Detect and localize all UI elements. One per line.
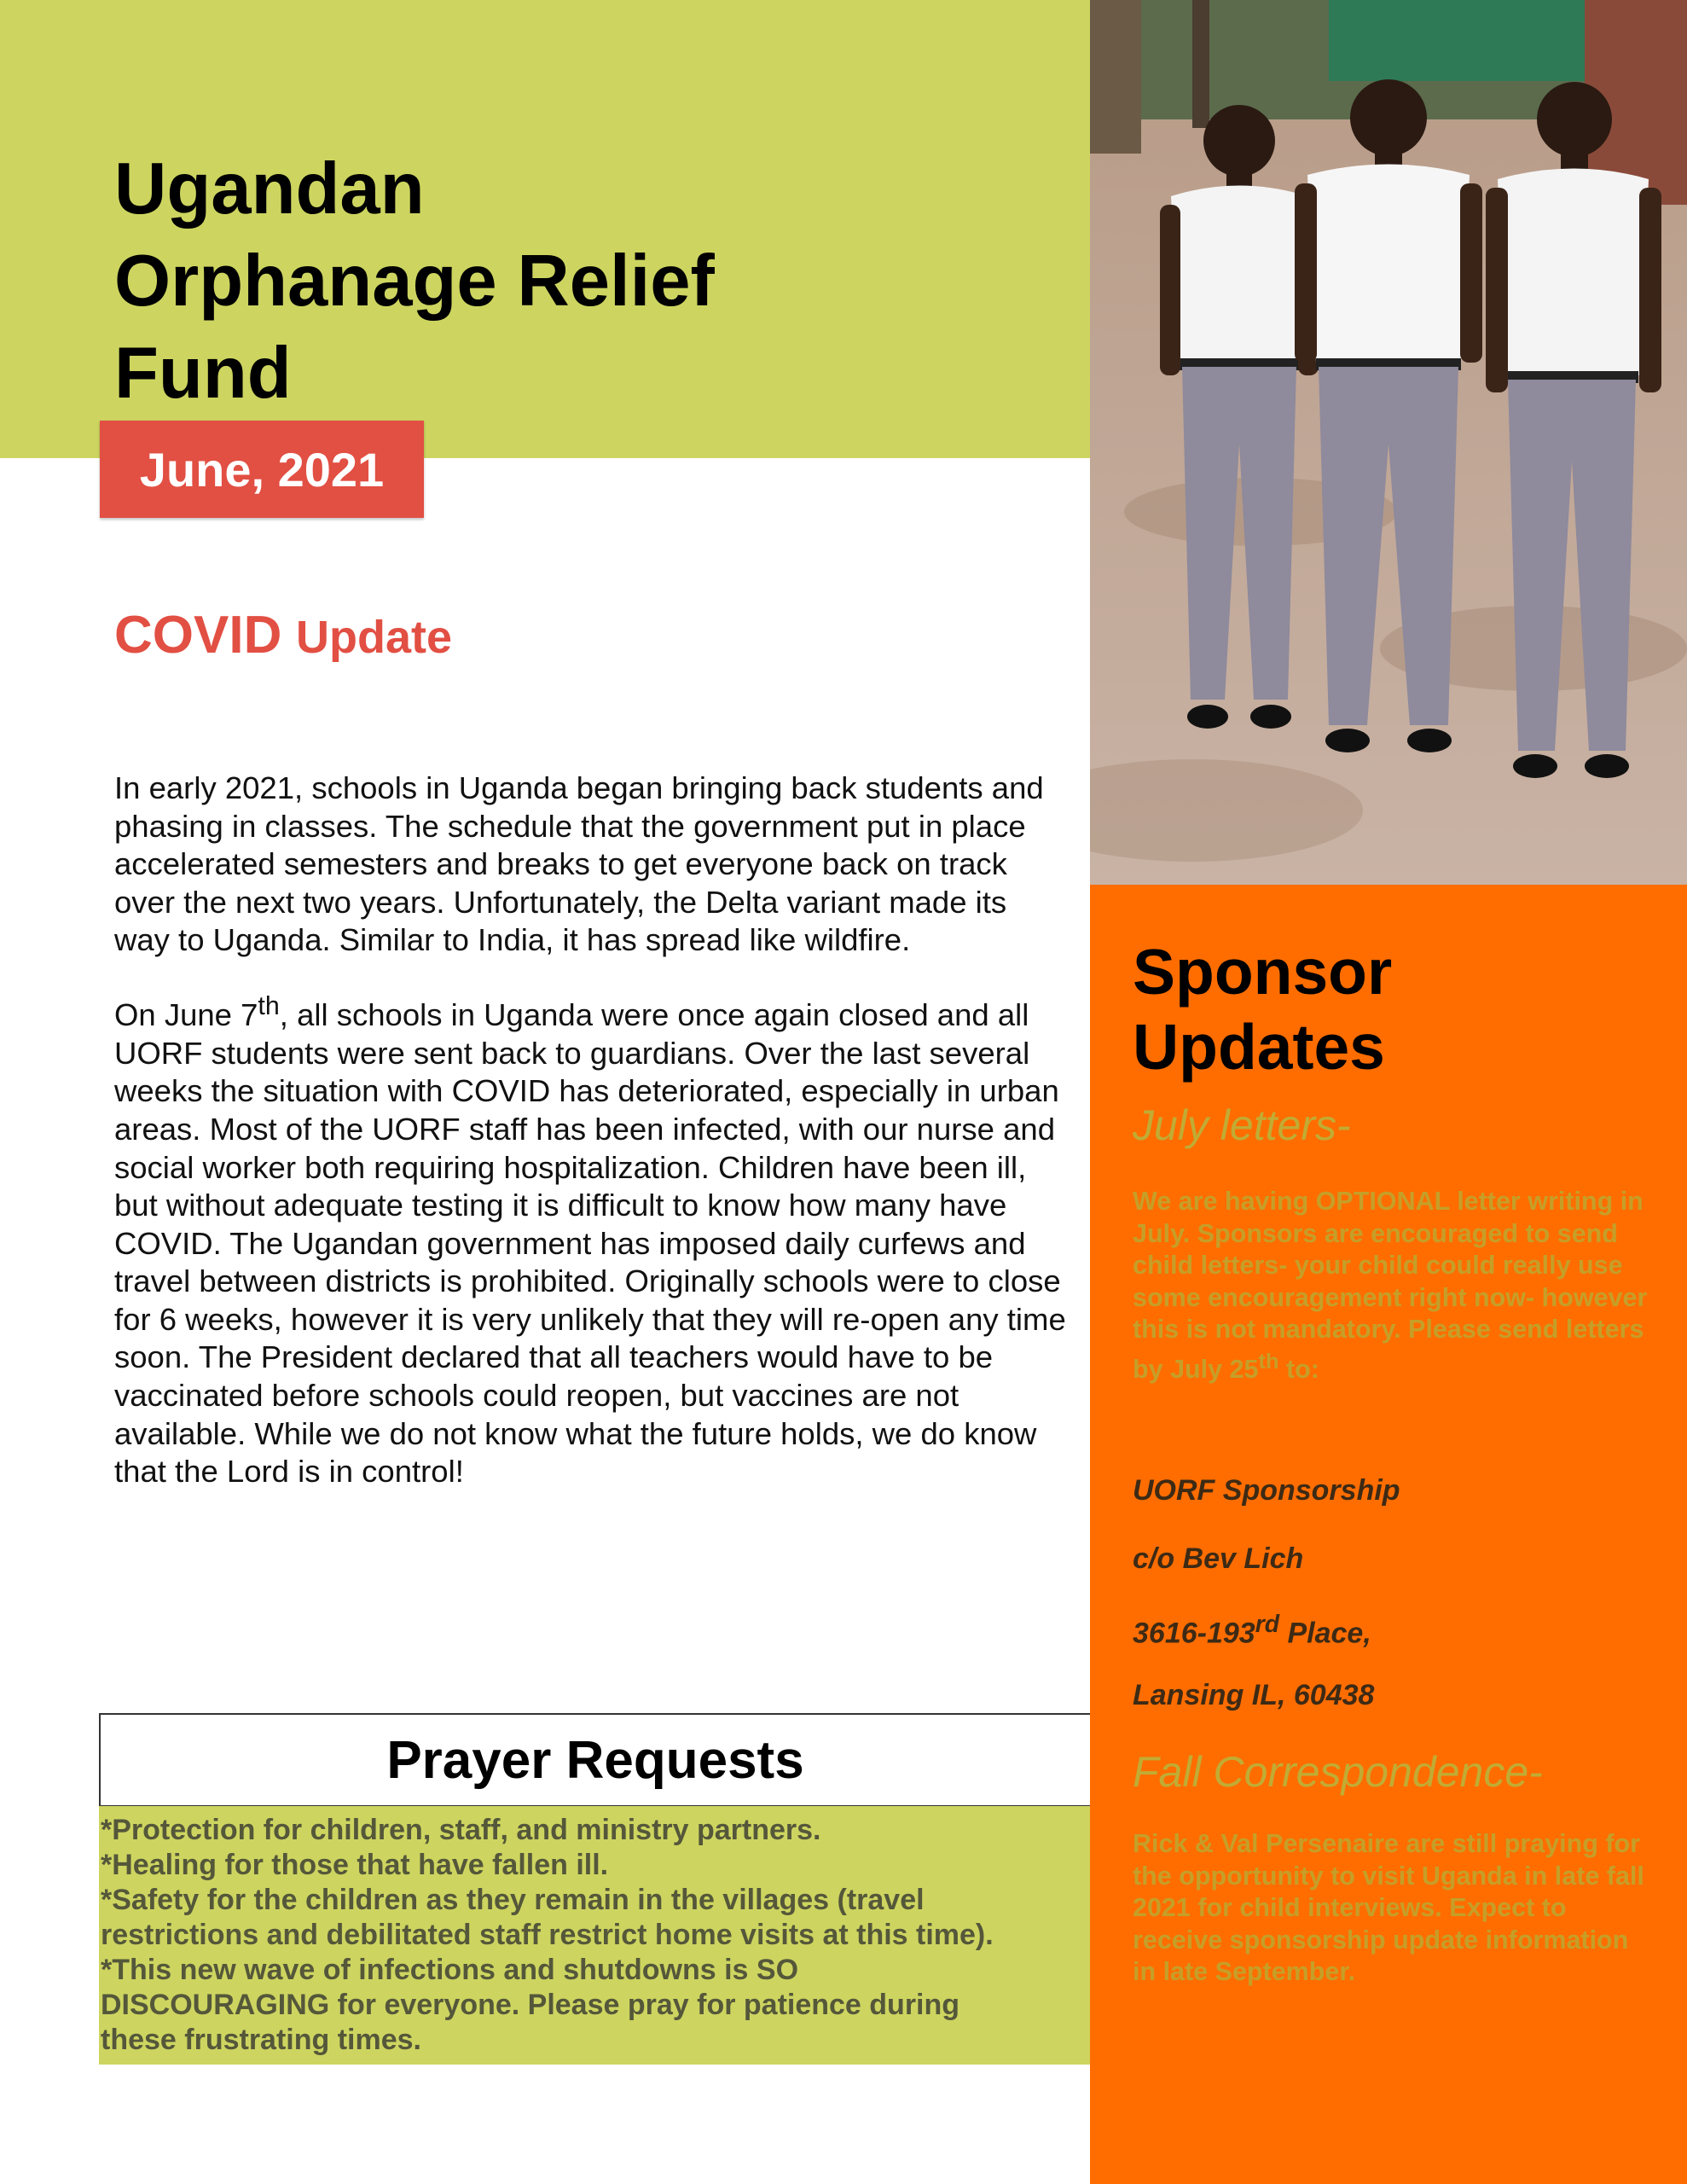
prayer-line: these frustrating times. [101,2024,421,2056]
prayer-requests-list [99,1806,1090,2065]
title-line-3: Fund [114,333,292,414]
update-heading-word: Update [296,612,453,663]
covid-paragraph-1: In early 2021, schools in Uganda began bringing back students and phasing in classes. The schedule that the government put in place accelerated semesters and breaks to get everyone back on track over the next two years. Unfortunately, the Delta variant made its way to Uganda. Similar to India, it has spread like wildfire. [114,770,1044,958]
date-badge: June, 2021 [100,421,424,518]
address-line-2: c/o Bev Lich [1133,1542,1304,1575]
address-street-start: 3616-193 [1133,1617,1255,1650]
title-line-2: Orphanage Relief [114,241,715,322]
july-letters-heading: July letters- [1133,1101,1351,1149]
para2-ordinal: th [258,990,280,1020]
address-ordinal: rd [1255,1611,1280,1638]
july-body-start: We are having OPTIONAL letter writing in July. Sponsors are encouraged to send child letters- your child could really use some encouragement right now- however this is not mandatory. Please send letters by July 25 [1133,1187,1648,1384]
sponsor-updates-heading [1133,934,1392,1084]
covid-paragraph-2 [114,987,1070,1491]
covid-heading [114,601,452,671]
july-body-end: to: [1278,1354,1319,1384]
prayer-requests-heading: Prayer Requests [99,1713,1092,1807]
sponsor-title-line-1: Sponsor [1133,936,1393,1008]
prayer-line: restrictions and debilitated staff restrict home visits at this time). [101,1919,994,1951]
newsletter-title [114,143,882,420]
address-street-end: Place, [1279,1617,1371,1650]
july-body-ordinal: th [1258,1349,1279,1374]
address-line-1: UORF Sponsorship [1133,1474,1400,1507]
covid-body [114,770,1070,1519]
covid-heading-word: COVID [114,606,282,665]
prayer-line: DISCOURAGING for everyone. Please pray for patience during [101,1989,960,2021]
address-line-3 [1133,1611,1371,1650]
fall-correspondence-body: Rick & Val Persenaire are still praying for the opportunity to visit Uganda in late fall 2021 for child interviews. Expect to receive sponsorship update information in late September. [1133,1829,1644,1986]
prayer-line: *Safety for the children as they remain in the villages (travel [101,1884,925,1916]
prayer-line: *This new wave of infections and shutdowns is SO [101,1954,799,1986]
fall-correspondence-heading: Fall Correspondence- [1133,1748,1543,1796]
sponsor-title-line-2: Updates [1133,1011,1385,1083]
para2-rest: , all schools in Uganda were once again closed and all UORF students were sent back to guardians. Over the last several weeks the situation with COVID has deteriorated, especially in urban areas. Most of the UORF staff has been infected, with our nurse and social worker both requiring hospitalization. Children have been ill, but without adequate testing it is difficult to know how many have COVID. The Ugandan government has imposed daily curfews and travel between districts is prohibited. Originally schools were to close for 6 weeks, however it is very unlikely that they will re-open any time soon. The President declared that all teachers would have to be vaccinated before schools could reopen, but vaccines are not available. While we do not know what the future holds, we do know that the Lord is in control! [114,997,1066,1490]
title-line-1: Ugandan [114,148,425,229]
address-line-4: Lansing IL, 60438 [1133,1679,1375,1711]
prayer-line: *Healing for those that have fallen ill. [101,1849,609,1881]
students-photo [1090,0,1687,885]
july-letters-body [1133,1186,1653,1385]
para2-start: On June 7 [114,997,258,1033]
prayer-line: *Protection for children, staff, and ministry partners. [101,1814,821,1846]
